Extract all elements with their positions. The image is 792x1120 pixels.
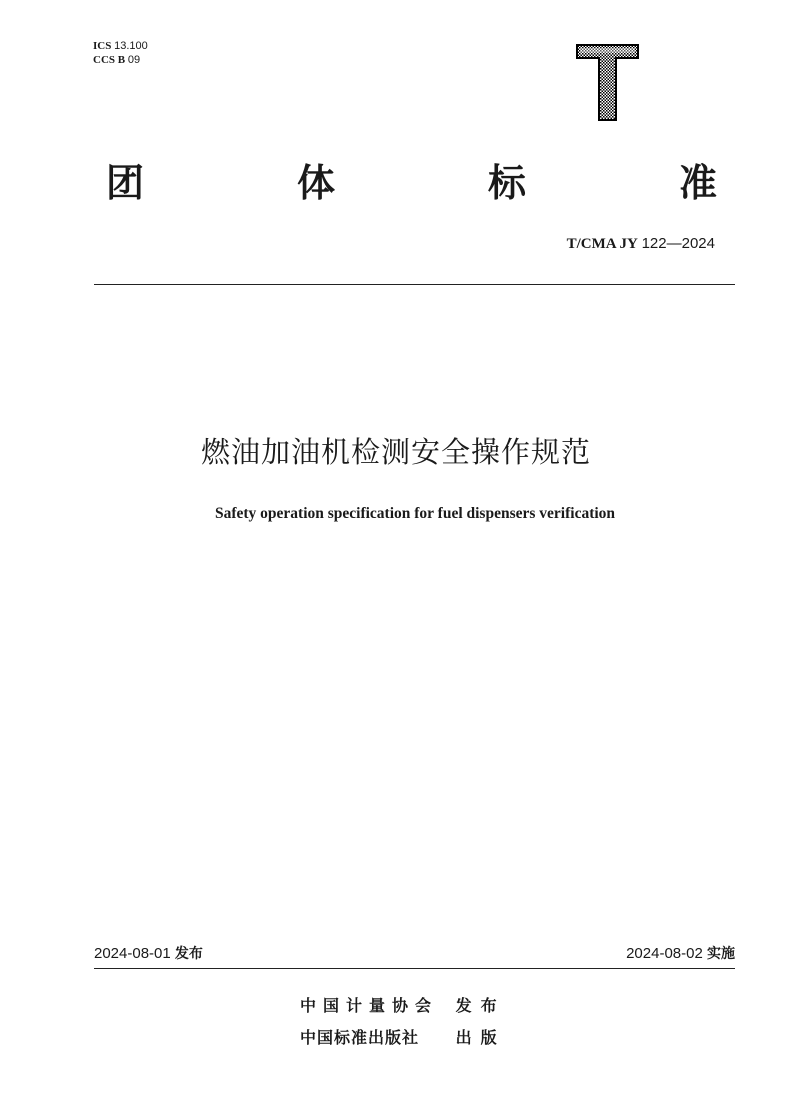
publisher-action: 发布	[455, 996, 506, 1015]
document-title-zh: 燃油加油机检测安全操作规范	[200, 435, 591, 469]
publisher-org: 中国标准出版社	[300, 1028, 420, 1047]
implement-label: 实施	[707, 946, 735, 962]
ics-label: ICS	[93, 40, 112, 52]
header-divider	[94, 284, 735, 285]
standard-type-heading	[0, 158, 792, 208]
standard-type-char: 团	[106, 161, 145, 205]
standard-type-char: 体	[297, 161, 336, 205]
standard-number	[567, 235, 715, 253]
ccs-code: 09	[127, 54, 141, 66]
footer-divider	[94, 968, 735, 969]
standard-serial: 122—2024	[641, 235, 715, 252]
document-title-en: Safety operation specification for fuel dispensers verification	[214, 505, 616, 522]
standard-type-char: 标	[488, 161, 527, 205]
implement-date-block	[626, 943, 735, 963]
publish-label: 发布	[174, 946, 203, 962]
publisher-line	[300, 1025, 506, 1048]
t-standard-logo	[576, 44, 640, 122]
standard-type-char: 准	[679, 161, 718, 205]
ics-code: 13.100	[114, 40, 148, 52]
standard-code: T/CMA JY	[566, 236, 638, 252]
ics-line	[93, 39, 148, 53]
publish-date-block	[94, 943, 203, 963]
publisher-org: 中国计量协会	[300, 996, 439, 1015]
publisher-line	[300, 993, 506, 1016]
implement-date: 2024-08-02	[626, 945, 703, 962]
ccs-line	[93, 53, 148, 67]
publisher-action: 出版	[455, 1028, 506, 1047]
ccs-label: CCS	[93, 54, 116, 66]
publish-date: 2024-08-01	[94, 945, 171, 962]
ccs-class: B	[117, 54, 126, 66]
classification-codes	[93, 39, 148, 67]
